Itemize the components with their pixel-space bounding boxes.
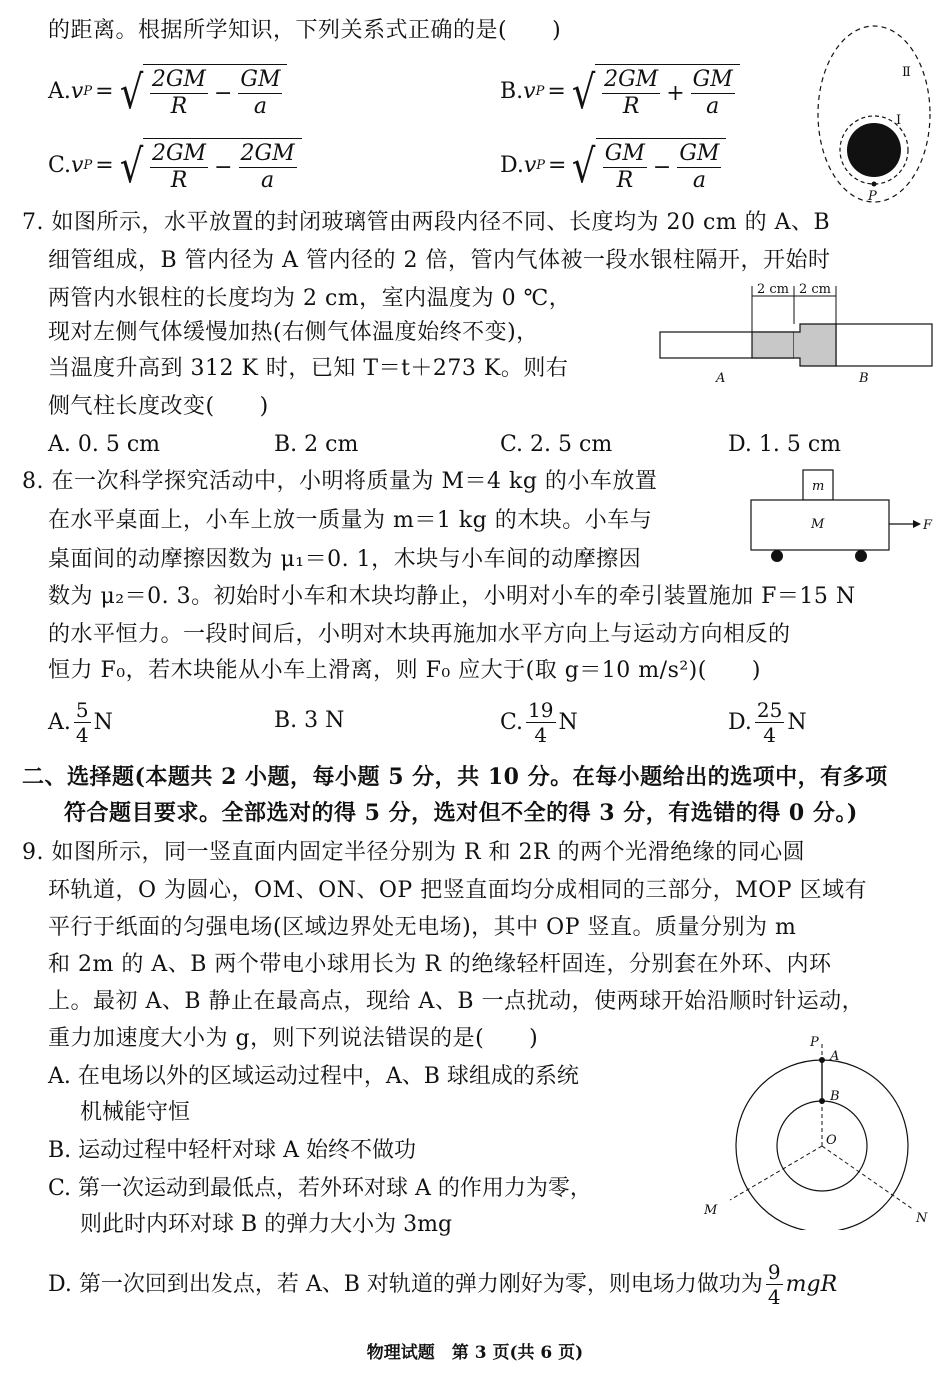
q8-cart-figure [745,466,940,568]
q8-option-c[interactable]: C. 19 4 N [500,698,578,747]
q9-option-c-cont: 则此时内环对球 B 的弹力大小为 3mg [80,1212,453,1237]
planet [847,123,901,177]
q8-option-d[interactable]: D. 25 4 N [728,698,807,747]
label-n: N [916,1211,928,1226]
tube-b [836,324,932,366]
label-a: A [716,371,726,386]
q7-option-b[interactable]: B. 2 cm [274,432,359,457]
block-label: m [812,479,825,494]
q9-ring-figure [696,1030,936,1230]
wheel-left [771,550,783,562]
q9-option-a-cont: 机械能守恒 [80,1100,191,1125]
section-2-heading: 二、选择题(本题共 2 小题，每小题 5 分，共 10 分。在每小题给出的选项中，有多项 [22,764,888,790]
q7-option-a[interactable]: A. 0. 5 cm [48,432,161,457]
q7-line-5: 当温度升高到 312 K 时，已知 T＝t＋273 K。则右 [48,356,569,381]
q6-option-b[interactable]: B. v P = √ 2GM R + $\frac{GM}{a}$ [500,64,740,120]
orbit-ii-label: Ⅱ [902,65,911,80]
q9-option-a[interactable]: A. 在电场以外的区域运动过程中，A、B 球组成的系统 [48,1064,579,1089]
q9-option-b[interactable]: B. 运动过程中轻杆对球 A 始终不做功 [48,1138,417,1163]
q9-line-6: 重力加速度大小为 g，则下列说法错误的是( ) [48,1026,539,1051]
q7-line-4: 现对左侧气体缓慢加热(右侧气体温度始终不变)， [48,320,539,345]
label-b: B [830,1089,840,1104]
label-b: B [859,371,869,386]
force-label: F [923,518,933,533]
q9-option-d[interactable]: D. 第一次回到出发点，若 A、B 对轨道的弹力刚好为零，则电场力做功为 9 4 mgR [48,1260,838,1309]
q8-line-3: 桌面间的动摩擦因数为 μ₁＝0. 1，木块与小车间的动摩擦因 [48,547,642,572]
page-footer: 物理试题 第 3 页(共 6 页) [366,1343,584,1363]
q8-line-6: 恒力 F₀，若木块能从小车上滑离，则 F₀ 应大于(取 g＝10 m/s²)( ) [48,658,761,683]
q9-line-2: 环轨道，O 为圆心，OM、ON、OP 把竖直面均分成相同的三部分，MOP 区域有 [48,878,868,903]
q9-line-5: 上。最初 A、B 静止在最高点，现给 A、B 一点扰动，使两球开始沿顺时针运动， [48,989,865,1014]
point-p-label: P [868,189,877,204]
q8-line-2: 在水平桌面上，小车上放一质量为 m＝1 kg 的木块。小车与 [48,508,653,533]
label-a: A [830,1049,840,1064]
q8-option-b[interactable]: B. 3 N [274,708,345,733]
q7-line-3: 两管内水银柱的长度均为 2 cm，室内温度为 0 ℃， [48,286,572,311]
q7-option-c[interactable]: C. 2. 5 cm [500,432,613,457]
dim-1: 2 cm [757,282,790,297]
label-p: P [810,1035,819,1050]
q7-tube-figure [654,280,938,388]
wheel-right [855,550,867,562]
q6-option-c[interactable]: C. v P = √ 2GM R − $\frac{2GM}{a}$ [48,138,302,194]
q8-line-5: 的水平恒力。一段时间后，小明对木块再施加水平方向上与运动方向相反的 [48,622,791,647]
q8-option-a[interactable]: A. 5 4 N [48,698,113,747]
q6-option-a[interactable]: A. v P = √ 2GM R − $\frac{GM}{a}$ [48,64,287,120]
label-m: M [704,1203,718,1218]
cart-label: M [811,517,825,532]
q7-line-2: 细管组成，B 管内径为 A 管内径的 2 倍，管内气体被一段水银柱隔开，开始时 [48,248,831,273]
q6-stem-tail: 的距离。根据所学知识，下列关系式正确的是( ) [48,18,562,43]
orbit-i-label: Ⅰ [896,113,902,128]
q7-line-6: 侧气柱长度改变( ) [48,394,269,419]
q9-line-4: 和 2m 的 A、B 两个带电小球用长为 R 的绝缘轻杆固连，分别套在外环、内环 [48,952,832,977]
q7-line-1: 7. 如图所示，水平放置的封闭玻璃管由两段内径不同、长度均为 20 cm 的 A、B [22,210,831,235]
q9-line-3: 平行于纸面的匀强电场(区域边界处无电场)，其中 OP 竖直。质量分别为 m [48,915,797,940]
q7-option-d[interactable]: D. 1. 5 cm [728,432,841,457]
q9-line-1: 9. 如图所示，同一竖直面内固定半径分别为 R 和 2R 的两个光滑绝缘的同心圆 [22,840,806,865]
neck [794,324,836,366]
point-p-dot [872,182,877,187]
label-o: O [826,1133,837,1148]
q6-orbit-figure [808,14,936,204]
q8-line-1: 8. 在一次科学探究活动中，小明将质量为 M＝4 kg 的小车放置 [22,469,658,494]
q8-line-4: 数为 μ₂＝0. 3。初始时小车和木块均静止，小明对小车的牵引装置施加 F＝15 N [48,584,856,609]
section-2-heading-2: 符合题目要求。全部选对的得 5 分，选对但不全的得 3 分，有选错的得 0 分。) [64,800,858,826]
mercury-a [752,332,794,358]
dim-2: 2 cm [799,282,832,297]
q9-option-c[interactable]: C. 第一次运动到最低点，若外环对球 A 的作用力为零， [48,1176,592,1201]
q6-option-d[interactable]: D. v P = √ GM R − $\frac{GM}{a}$ [500,138,726,194]
